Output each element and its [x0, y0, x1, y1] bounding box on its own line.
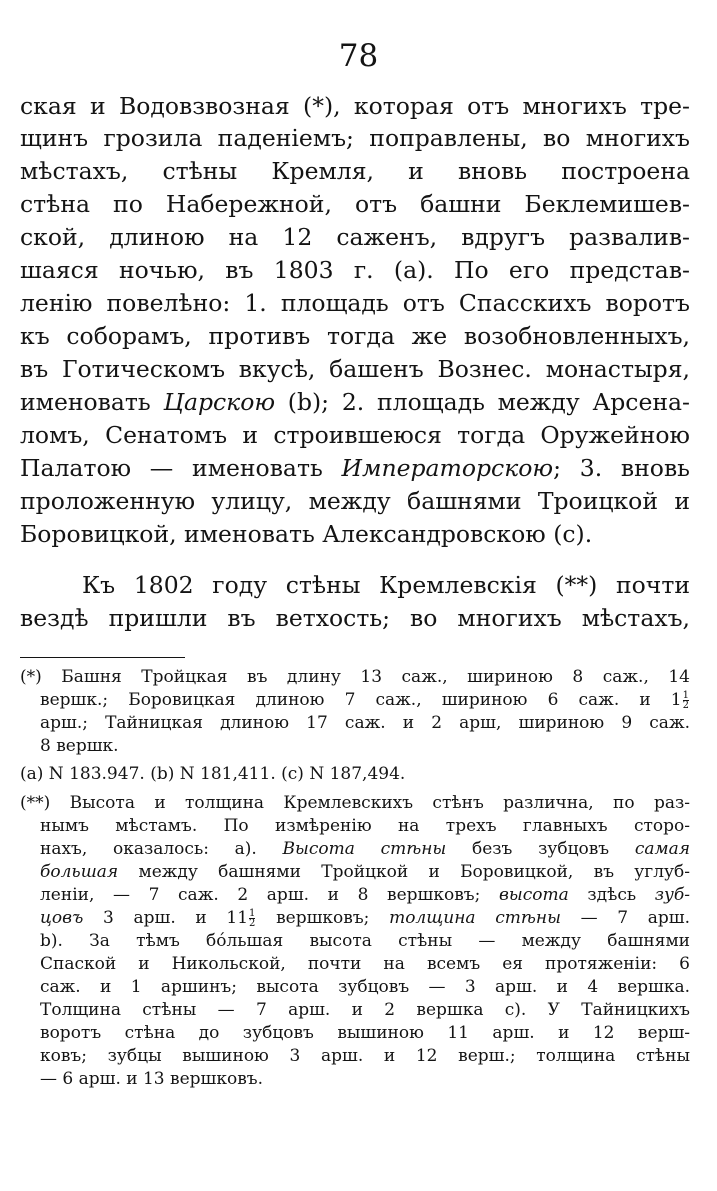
text-segment: вершк.; Боровицкая длиною 7 саж., шириною 6 саж. и 1 [40, 690, 682, 710]
italic-term: Высота стѣны [282, 839, 447, 859]
italic-term: высота [498, 885, 569, 905]
footnote-line: (**) Высота и толщина Кремлевскихъ стѣнъ различна, по раз- [20, 793, 690, 813]
text-segment: (b); 2. площадь между Арсена- [275, 388, 690, 416]
text-segment: именовать [20, 388, 164, 416]
text-line: къ соборамъ, противъ тогда же возобновленныхъ, [20, 322, 690, 350]
footnote-line: Спаской и Никольской, почти на всемъ ея протяженіи: 6 [40, 954, 690, 974]
text-line: стѣна по Набережной, отъ башни Беклемишев- [20, 190, 690, 218]
text-line: мѣстахъ, стѣны Кремля, и вновь построена [20, 157, 690, 185]
text-line: ломъ, Сенатомъ и строившеюся тогда Оружейною [20, 421, 690, 449]
page-number: 78 [338, 38, 379, 74]
footnote-line [40, 907, 690, 930]
text-segment: леніи, — 7 саж. 2 арш. и 8 вершковъ; [40, 885, 499, 905]
text-segment: здѣсь [568, 885, 655, 905]
italic-name: Царскою [163, 388, 276, 416]
text-line: щинъ грозила паденіемъ; поправлены, во многихъ [20, 124, 690, 152]
footnote-line: Толщина стѣны — 7 арш. и 2 вершка c). У Тайницкихъ [40, 1000, 690, 1020]
footnote-line [40, 838, 690, 861]
text-segment: Палатою — именовать [20, 454, 342, 482]
text-line: вездѣ пришли въ ветхость; во многихъ мѣстахъ, [20, 604, 690, 632]
footnote-line: воротъ стѣна до зубцовъ вышиною 11 арш. и 12 верш- [40, 1023, 690, 1043]
footnote-line: саж. и 1 аршинъ; высота зубцовъ — 3 арш. и 4 вершка. [40, 977, 690, 997]
footnote-line: — 6 арш. и 13 вершковъ. [40, 1069, 263, 1089]
italic-term: толщина стѣны [389, 908, 561, 928]
fraction: $\frac{1}{2}$ [682, 690, 689, 711]
italic-term: зуб- [654, 885, 690, 905]
footnote-line: (a) N 183.947. (b) N 181,411. (c) N 187,494. [20, 764, 406, 784]
text-line: Боровицкой, именовать Александровскою (c). [20, 520, 593, 548]
fraction: $\frac{1}{2}$ [249, 908, 256, 929]
text-line: шаяся ночью, въ 1803 г. (a). По его представ- [20, 256, 690, 284]
text-segment: — 7 арш. [560, 908, 690, 928]
footnote-line: нымъ мѣстамъ. По измѣренію на трехъ главныхъ сторо- [40, 816, 690, 836]
text-line: проложенную улицу, между башнями Троицкой и [20, 487, 690, 515]
footnote-line [40, 689, 690, 712]
italic-term: большая [40, 862, 119, 882]
text-segment: нахъ, оказалось: а). [40, 839, 283, 859]
text-segment: ; 3. вновь [553, 454, 690, 482]
italic-name: Императорскою [341, 454, 554, 482]
text-segment: 3 арш. и 11 [83, 908, 249, 928]
italic-term: самая [634, 839, 690, 859]
footnote-line [40, 861, 690, 884]
text-line-indent: Къ 1802 году стѣны Кремлевскія (**) почти [82, 571, 690, 599]
footnote-line: b). За тѣмъ бóльшая высота стѣны — между башнями [40, 931, 690, 951]
footnote-line: ковъ; зубцы вышиною 3 арш. и 12 верш.; толщина стѣны [40, 1046, 690, 1066]
footnote-line: (*) Башня Тройцкая въ длину 13 саж., шириною 8 саж., 14 [20, 667, 690, 687]
footnote-line: арш.; Тайницкая длиною 17 саж. и 2 арш, шириною 9 саж. [40, 713, 690, 733]
text-segment: безъ зубцовъ [446, 839, 635, 859]
text-line: въ Готическомъ вкусѣ, башенъ Вознес. монастыря, [20, 355, 690, 383]
text-line: ленію повелѣно: 1. площадь отъ Спасскихъ воротъ [20, 289, 690, 317]
footnote-line [40, 884, 690, 907]
text-segment: вершковъ; [256, 908, 390, 928]
italic-term: цовъ [40, 908, 84, 928]
text-segment: между башнями Тройцкой и Боровицкой, въ углуб- [118, 862, 690, 882]
footnote-divider [20, 657, 185, 658]
text-line: ская и Водовзвозная (*), которая отъ многихъ тре- [20, 92, 690, 120]
text-line: ской, длиною на 12 саженъ, вдругъ развалив- [20, 223, 690, 251]
text-line [20, 386, 690, 418]
text-line [20, 452, 690, 484]
footnote-line: 8 вершк. [40, 736, 119, 756]
